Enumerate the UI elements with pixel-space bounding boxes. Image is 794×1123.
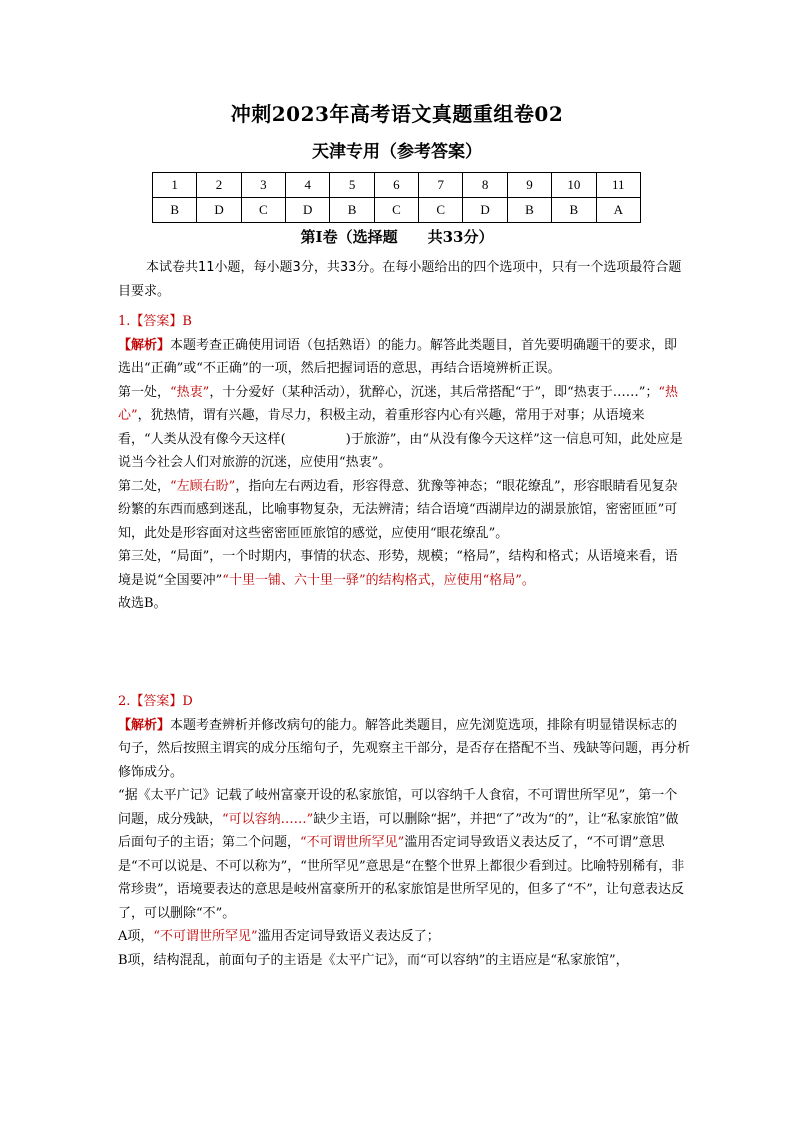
question-number-cell: 7 [419, 173, 463, 198]
analysis-tag: 【解析】 [118, 717, 171, 733]
answer-cell: B [330, 198, 374, 223]
answer-cell: C [374, 198, 418, 223]
question-2-option-a: A项，“不可谓世所罕见”滥用否定词导致语义表达反了； [118, 929, 440, 944]
question-number-cell: 6 [374, 173, 418, 198]
question-number-cell: 2 [197, 173, 241, 198]
question-number-cell: 4 [286, 173, 330, 198]
section-heading [0, 226, 794, 247]
question-number-cell: 11 [596, 173, 640, 198]
answer-cell: D [463, 198, 507, 223]
question-2-explanation [118, 690, 690, 972]
page-title: 冲刺2023年高考语文真题重组卷02 [230, 102, 564, 126]
question-1-paragraph-4: 第三处，“局面”，一个时期内，事情的状态、形势，规模；“格局”，结构和格式；从语境来看，语境是说“全国要冲”“十里一铺、六十里一驿”的结构格式，应使用“格局”。 [118, 549, 678, 588]
answer-cell: C [419, 198, 463, 223]
answer-cell: B [552, 198, 596, 223]
question-1-paragraph-2: 第一处，“热衷”，十分爱好（某种活动），犹醉心，沉迷，其后常搭配“于”，即“热衷于……”；“热心”，犹热情，谓有兴趣，肯尽力，积极主动，着重形容内心有兴趣，常用于对事；从语境来看，“人类从没有像今天这样( )于旅游”，由“从没有像今天这样”这一信息可知，此处应是说当今社会人们对旅游的沉迷，应使用“热衷”。 [118, 384, 683, 470]
question-2-paragraph-1: 【解析】本题考查辨析并修改病句的能力。解答此类题目，应先浏览选项，排除有明显错误标志的句子，然后按照主谓宾的成分压缩句子，先观察主干部分，是否存在搭配不当、残缺等问题，再分析修饰成分。 [118, 717, 691, 780]
answer-cell: A [596, 198, 640, 223]
section-instructions: 本试卷共11小题，每小题3分，共33分。在每小题给出的四个选项中，只有一个选项最符合题目要求。 [118, 260, 682, 299]
question-1-paragraph-1: 【解析】本题考查正确使用词语（包括熟语）的能力。解答此类题目，首先要明确题干的要求，即选出“正确”或“不正确”的一项，然后把握词语的意思，再结合语境辨析正误。 [118, 337, 678, 376]
question-1-answer: 1.【答案】B [118, 314, 192, 329]
section-heading-part-a: 第I卷（选择题 [300, 228, 398, 246]
question-number-cell: 9 [507, 173, 551, 198]
question-2-option-b: B项，结构混乱，前面句子的主语是《太平广记》，而“可以容纳”的主语应是“私家旅馆”， [118, 952, 629, 968]
answer-cell: B [507, 198, 551, 223]
question-2-paragraph-2: “据《太平广记》记载了岐州富豪开设的私家旅馆，可以容纳千人食宿，不可谓世所罕见”，第一个问题，成分残缺，“可以容纳……”缺少主语，可以删除“据”，并把“了”改为“的”，让“私家旅馆”做后面句子的主语；第二个问题，“不可谓世所罕见”滥用否定词导致语义表达反了，“不可谓”意思是“不可以说是、不可以称为”，“世所罕见”意思是“在整个世界上都很少看到过。比喻特别稀有，非常珍贵”，语境要表达的意思是岐州富豪所开的私家旅馆是世所罕见的，但多了“不”，让句意表达反了，可以删除“不”。 [118, 788, 685, 921]
question-number-cell: 10 [552, 173, 596, 198]
question-number-cell: 5 [330, 173, 374, 198]
question-1-conclusion: 故选B。 [118, 596, 167, 611]
question-number-cell: 8 [463, 173, 507, 198]
question-1-paragraph-3: 第二处，“左顾右盼”，指向左右两边看，形容得意、犹豫等神态；“眼花缭乱”，形容眼睛看见复杂纷繁的东西而感到迷乱，比喻事物复杂，无法辨清；结合语境“西湖岸边的湖景旅馆，密密匝匝”可知，此处是形容面对这些密密匝匝旅馆的感觉，应使用“眼花缭乱”。 [118, 478, 678, 541]
answer-table-answer-row [153, 198, 641, 223]
answer-cell: D [197, 198, 241, 223]
analysis-tag: 【解析】 [118, 337, 171, 353]
page-subtitle: 天津专用（参考答案） [312, 142, 482, 162]
question-number-cell: 3 [241, 173, 285, 198]
question-2-answer: 2.【答案】D [118, 694, 193, 709]
section-heading-part-b: 共33分） [427, 228, 494, 246]
question-number-cell: 1 [153, 173, 197, 198]
answer-table [152, 172, 641, 223]
question-1-explanation [118, 310, 690, 616]
answer-cell: D [286, 198, 330, 223]
answer-table-number-row [153, 173, 641, 198]
answer-cell: C [241, 198, 285, 223]
answer-cell: B [153, 198, 197, 223]
